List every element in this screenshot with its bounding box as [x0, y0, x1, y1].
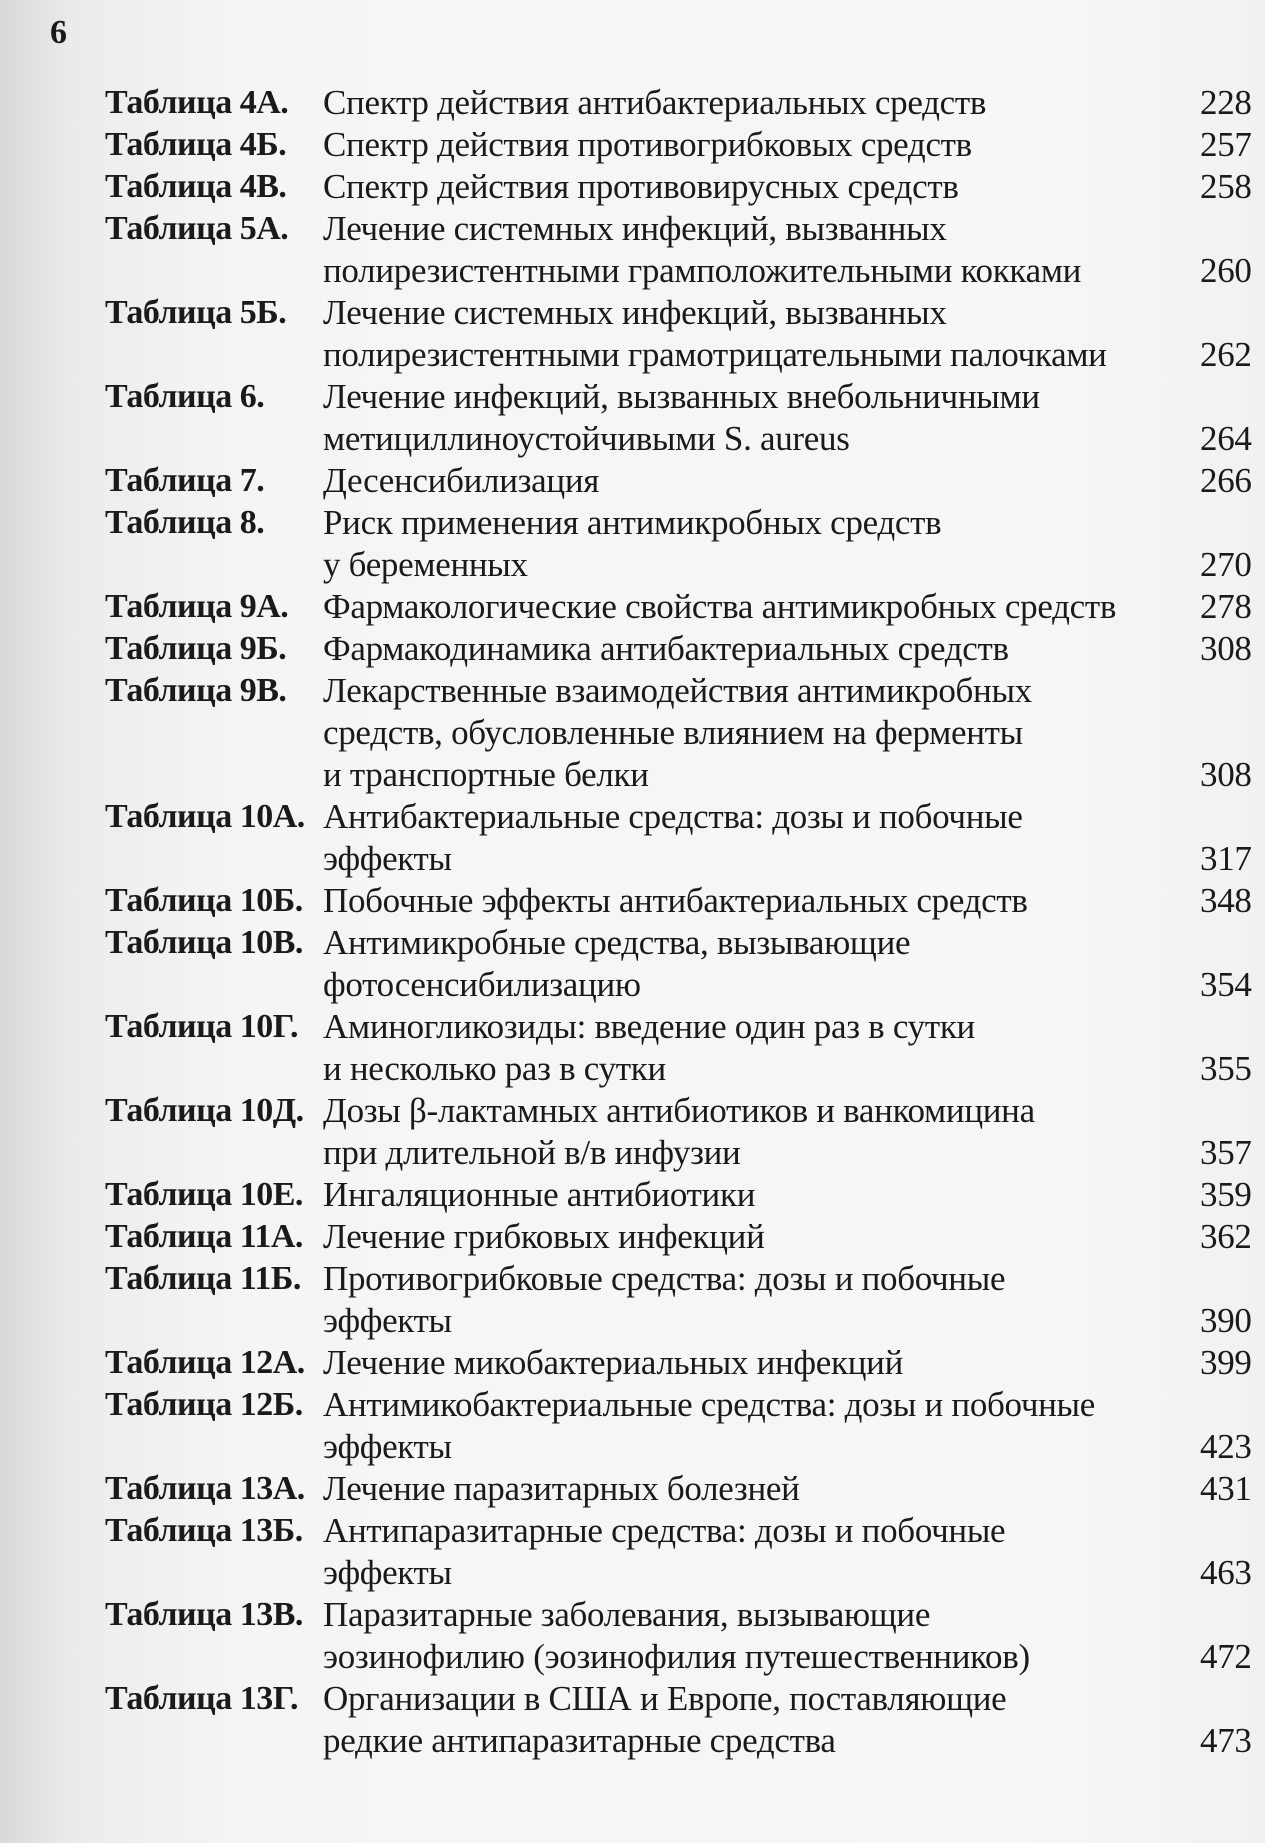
table-of-contents — [105, 82, 1265, 1762]
toc-entry-title: Антимикробные средства, вызывающие — [323, 923, 911, 962]
toc-entry-label: Таблица 12Б. — [105, 1386, 303, 1423]
toc-entry-page: 431 — [1200, 1469, 1252, 1508]
toc-entry-label: Таблица 11Б. — [105, 1260, 301, 1297]
toc-entry — [105, 1594, 1265, 1678]
toc-entry-page: 473 — [1200, 1721, 1252, 1760]
toc-entry-title: Спектр действия противогрибковых средств — [323, 125, 972, 164]
toc-entry-page: 362 — [1200, 1217, 1252, 1256]
toc-entry-page — [1200, 502, 1265, 544]
toc-entry-label: Таблица 4В. — [105, 168, 287, 205]
toc-entry — [105, 880, 1265, 922]
toc-entry-page: 390 — [1200, 1301, 1252, 1340]
toc-entry-title: Десенсибилизация — [323, 461, 600, 500]
toc-entry-title: эффекты — [323, 1427, 452, 1466]
toc-entry-title: у беременных — [323, 545, 528, 584]
toc-entry-title: и транспортные белки — [323, 755, 649, 794]
toc-entry-title: Лечение системных инфекций, вызванных — [323, 209, 947, 248]
toc-entry-title: Аминогликозиды: введение один раз в сутки — [323, 1007, 975, 1046]
toc-entry-title: Фармакодинамика антибактериальных средств — [323, 629, 1009, 668]
toc-entry-title: Ингаляционные антибиотики — [323, 1175, 756, 1214]
toc-entry — [105, 628, 1265, 670]
toc-entry-label: Таблица 7. — [105, 462, 265, 499]
toc-entry — [105, 1006, 1265, 1090]
toc-entry-page: 308 — [1200, 755, 1252, 794]
toc-entry-label: Таблица 13А. — [105, 1470, 305, 1507]
toc-entry-title: Лечение паразитарных болезней — [323, 1469, 800, 1508]
toc-entry-page — [1200, 208, 1265, 250]
toc-entry — [105, 82, 1265, 124]
toc-entry-title: полирезистентными грамположительными кокками — [323, 251, 1082, 290]
toc-entry — [105, 460, 1265, 502]
toc-entry-label: Таблица 10Е. — [105, 1176, 303, 1213]
toc-entry-title: фотосенсибилизацию — [323, 965, 641, 1004]
toc-entry-page: 257 — [1200, 125, 1252, 164]
toc-entry-title: Организации в США и Европе, поставляющие — [323, 1679, 1007, 1718]
toc-entry-label: Таблица 13В. — [105, 1596, 303, 1633]
toc-entry-label: Таблица 4А. — [105, 84, 289, 121]
toc-entry-page: 354 — [1200, 965, 1252, 1004]
page-number: 6 — [50, 14, 67, 51]
toc-entry-page — [1200, 712, 1265, 754]
toc-entry-title: Спектр действия противовирусных средств — [323, 167, 959, 206]
toc-entry-title: Антимикобактериальные средства: дозы и побочные — [323, 1385, 1095, 1424]
toc-entry-page: 278 — [1200, 587, 1252, 626]
toc-entry — [105, 124, 1265, 166]
toc-entry-page: 260 — [1200, 251, 1252, 290]
toc-entry-title: Антибактериальные средства: дозы и побочные — [323, 797, 1023, 836]
toc-entry-page — [1200, 1594, 1265, 1636]
toc-entry-label: Таблица 6. — [105, 378, 265, 415]
toc-entry — [105, 376, 1265, 460]
toc-entry-title: редкие антипаразитарные средства — [323, 1721, 836, 1760]
toc-entry-title: Побочные эффекты антибактериальных средств — [323, 881, 1028, 920]
toc-entry-page: 463 — [1200, 1553, 1252, 1592]
toc-entry-page: 266 — [1200, 461, 1252, 500]
toc-entry — [105, 1258, 1265, 1342]
toc-entry — [105, 1090, 1265, 1174]
toc-entry-title: Лечение грибковых инфекций — [323, 1217, 765, 1256]
toc-entry — [105, 502, 1265, 586]
toc-entry — [105, 1216, 1265, 1258]
toc-entry-page: 348 — [1200, 881, 1252, 920]
toc-entry-label: Таблица 8. — [105, 504, 265, 541]
toc-entry-title: и несколько раз в сутки — [323, 1049, 666, 1088]
toc-entry — [105, 1510, 1265, 1594]
toc-entry-title: эозинофилию (эозинофилия путешественников) — [323, 1637, 1030, 1676]
toc-entry-label: Таблица 13Б. — [105, 1512, 303, 1549]
toc-entry-page — [1200, 1090, 1265, 1132]
toc-entry-label: Таблица 10Г. — [105, 1008, 299, 1045]
toc-entry-title: Противогрибковые средства: дозы и побочные — [323, 1259, 1006, 1298]
toc-entry-title: Спектр действия антибактериальных средств — [323, 83, 987, 122]
toc-entry-title: Лечение системных инфекций, вызванных — [323, 293, 947, 332]
toc-entry-page — [1200, 292, 1265, 334]
toc-entry-title: полирезистентными грамотрицательными палочками — [323, 335, 1107, 374]
toc-entry-page: 308 — [1200, 629, 1252, 668]
toc-entry-page: 357 — [1200, 1133, 1252, 1172]
toc-entry-page: 270 — [1200, 545, 1252, 584]
toc-entry-label: Таблица 12А. — [105, 1344, 305, 1381]
toc-entry-label: Таблица 11А. — [105, 1218, 303, 1255]
toc-entry-page — [1200, 670, 1265, 712]
toc-entry-label: Таблица 9В. — [105, 672, 287, 709]
toc-entry-title: Лечение микобактериальных инфекций — [323, 1343, 904, 1382]
toc-entry-page: 355 — [1200, 1049, 1252, 1088]
toc-entry-page: 317 — [1200, 839, 1252, 878]
toc-entry-label: Таблица 13Г. — [105, 1680, 299, 1717]
toc-entry-title: метициллиноустойчивыми S. aureus — [323, 419, 850, 458]
toc-entry-page — [1200, 1384, 1265, 1426]
toc-entry-page — [1200, 1258, 1265, 1300]
toc-entry-label: Таблица 10Д. — [105, 1092, 304, 1129]
toc-entry-page — [1200, 1006, 1265, 1048]
toc-entry-page: 228 — [1200, 83, 1252, 122]
toc-entry-label: Таблица 10А. — [105, 798, 305, 835]
toc-entry — [105, 1384, 1265, 1468]
toc-entry — [105, 586, 1265, 628]
toc-entry-page: 258 — [1200, 167, 1252, 206]
toc-entry-page — [1200, 1678, 1265, 1720]
toc-entry-title: Дозы β-лактамных антибиотиков и ванкомицина — [323, 1091, 1035, 1130]
toc-entry — [105, 1678, 1265, 1762]
toc-entry-title: Антипаразитарные средства: дозы и побочные — [323, 1511, 1006, 1550]
toc-entry-title: Фармакологические свойства антимикробных средств — [323, 587, 1117, 626]
toc-entry-label: Таблица 4Б. — [105, 126, 287, 163]
toc-entry-title: эффекты — [323, 1301, 452, 1340]
toc-entry — [105, 1342, 1265, 1384]
toc-entry — [105, 1468, 1265, 1510]
toc-entry-label: Таблица 9А. — [105, 588, 289, 625]
toc-entry-label: Таблица 10Б. — [105, 882, 303, 919]
toc-entry-title: эффекты — [323, 1553, 452, 1592]
toc-entry-title: средств, обусловленные влиянием на ферменты — [323, 713, 1023, 752]
toc-entry-title: Лекарственные взаимодействия антимикробных — [323, 671, 1032, 710]
toc-entry — [105, 166, 1265, 208]
toc-entry-page: 359 — [1200, 1175, 1252, 1214]
toc-entry-label: Таблица 5А. — [105, 210, 289, 247]
toc-entry — [105, 1174, 1265, 1216]
toc-entry — [105, 292, 1265, 376]
toc-entry-title: эффекты — [323, 839, 452, 878]
toc-entry — [105, 208, 1265, 292]
toc-entry-title: Паразитарные заболевания, вызывающие — [323, 1595, 931, 1634]
toc-entry-page — [1200, 796, 1265, 838]
toc-entry — [105, 922, 1265, 1006]
toc-entry-title: Лечение инфекций, вызванных внебольничными — [323, 377, 1040, 416]
toc-entry-page — [1200, 1510, 1265, 1552]
toc-entry-page — [1200, 922, 1265, 964]
toc-entry — [105, 796, 1265, 880]
toc-entry-page: 423 — [1200, 1427, 1252, 1466]
toc-entry-page: 262 — [1200, 335, 1252, 374]
toc-entry — [105, 670, 1265, 796]
toc-entry-label: Таблица 5Б. — [105, 294, 287, 331]
toc-entry-page: 472 — [1200, 1637, 1252, 1676]
toc-entry-label: Таблица 9Б. — [105, 630, 287, 667]
toc-entry-label: Таблица 10В. — [105, 924, 303, 961]
toc-entry-page: 264 — [1200, 419, 1252, 458]
toc-entry-page: 399 — [1200, 1343, 1252, 1382]
toc-entry-page — [1200, 376, 1265, 418]
toc-entry-title: при длительной в/в инфузии — [323, 1133, 741, 1172]
toc-entry-title: Риск применения антимикробных средств — [323, 503, 942, 542]
